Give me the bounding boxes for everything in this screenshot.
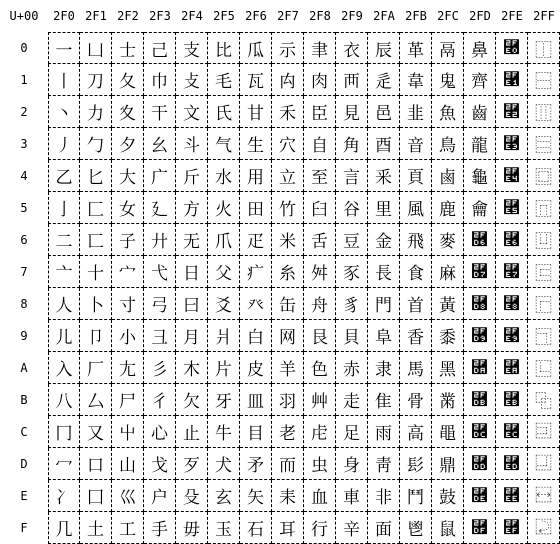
- code-point-cell-2fb3: ⾳: [400, 128, 432, 160]
- code-point-cell-2f2c: ⼬: [112, 416, 144, 448]
- code-point-cell-2f58: ⽘: [208, 288, 240, 320]
- code-point-cell-2fcd: ⿍: [432, 448, 464, 480]
- code-point-cell-2fd3: ⿓: [464, 128, 496, 160]
- column-header-2f4: 2F4: [181, 9, 203, 23]
- code-point-cell-2f01: ⼁: [48, 64, 80, 96]
- code-point-cell-2fd9: ⿙: [464, 320, 496, 352]
- code-point-cell-2ff2: ⿲: [528, 96, 560, 128]
- code-point-cell-2f51: ⽑: [208, 64, 240, 96]
- code-point-cell-2fc7: ⿇: [432, 256, 464, 288]
- code-point-cell-2ff5: ⿵: [528, 192, 560, 224]
- code-point-cell-2fc0: ⿀: [432, 32, 464, 64]
- code-point-cell-2f99: ⾙: [336, 320, 368, 352]
- column-header-2f6: 2F6: [245, 9, 267, 23]
- code-point-cell-2f5e: ⽞: [208, 480, 240, 512]
- code-point-cell-2fc3: ⿃: [432, 128, 464, 160]
- row-header-8: 8: [20, 297, 28, 311]
- code-point-cell-2f9e: ⾞: [336, 480, 368, 512]
- code-point-cell-2f49: ⽉: [176, 320, 208, 352]
- row-header-c: C: [20, 425, 28, 439]
- code-point-cell-2f6a: ⽪: [240, 352, 272, 384]
- code-point-cell-2f4b: ⽋: [176, 384, 208, 416]
- code-point-cell-2fbf: ⾿: [400, 512, 432, 544]
- code-point-cell-2f56: ⽖: [208, 224, 240, 256]
- code-point-cell-2ff4: ⿴: [528, 160, 560, 192]
- code-point-cell-2fde: ⿞: [464, 480, 496, 512]
- code-point-cell-2f44: ⽄: [176, 160, 208, 192]
- code-point-cell-2fc1: ⿁: [432, 64, 464, 96]
- code-point-cell-2f5d: ⽝: [208, 448, 240, 480]
- code-point-cell-2f9c: ⾜: [336, 416, 368, 448]
- code-point-cell-2fc5: ⿅: [432, 192, 464, 224]
- code-point-cell-2f82: ⾂: [304, 96, 336, 128]
- code-point-cell-2f63: ⽣: [240, 128, 272, 160]
- code-point-cell-2f3b: ⼻: [144, 384, 176, 416]
- code-point-cell-2fdd: ⿝: [464, 448, 496, 480]
- code-point-cell-2f7a: ⽺: [272, 352, 304, 384]
- code-point-cell-2f59: ⽙: [208, 320, 240, 352]
- code-point-cell-2ff0: ⿰: [528, 32, 560, 64]
- code-point-cell-2f2e: ⼮: [112, 480, 144, 512]
- code-point-cell-2f67: ⽧: [240, 256, 272, 288]
- code-point-cell-2f9a: ⾚: [336, 352, 368, 384]
- code-point-cell-2fa7: ⾧: [368, 256, 400, 288]
- code-point-cell-2f8b: ⾋: [304, 384, 336, 416]
- code-point-cell-2f16: ⼖: [80, 224, 112, 256]
- code-point-cell-2fce: ⿎: [432, 480, 464, 512]
- code-point-cell-2fb8: ⾸: [400, 288, 432, 320]
- code-point-cell-2f10: ⼐: [80, 32, 112, 64]
- code-point-cell-2f80: ⾀: [304, 32, 336, 64]
- column-header-2f9: 2F9: [341, 9, 363, 23]
- code-point-cell-2ffa: ⿺: [528, 352, 560, 384]
- code-point-cell-2f62: ⽢: [240, 96, 272, 128]
- code-point-cell-2fbe: ⾾: [400, 480, 432, 512]
- column-header-2f0: 2F0: [53, 9, 75, 23]
- code-point-cell-2fd6: ⿖: [464, 224, 496, 256]
- code-point-cell-2fec: ⿬: [496, 416, 528, 448]
- code-point-cell-2fe7: ⿧: [496, 256, 528, 288]
- code-point-cell-2fe4: ⿤: [496, 160, 528, 192]
- code-point-cell-2fac: ⾬: [368, 416, 400, 448]
- row-header-e: E: [20, 489, 28, 503]
- row-header-9: 9: [20, 329, 28, 343]
- column-header-2fa: 2FA: [373, 9, 395, 23]
- row-header-6: 6: [20, 233, 28, 247]
- code-point-cell-2f68: ⽨: [240, 288, 272, 320]
- code-point-cell-2f06: ⼆: [48, 224, 80, 256]
- code-point-cell-2f74: ⽴: [272, 160, 304, 192]
- code-point-cell-2f9b: ⾛: [336, 384, 368, 416]
- code-point-cell-2f53: ⽓: [208, 128, 240, 160]
- code-point-cell-2f13: ⼓: [80, 128, 112, 160]
- code-point-cell-2fae: ⾮: [368, 480, 400, 512]
- code-point-cell-2fb2: ⾲: [400, 96, 432, 128]
- code-point-cell-2f6f: ⽯: [240, 512, 272, 544]
- code-point-cell-2f7b: ⽻: [272, 384, 304, 416]
- code-point-cell-2f3c: ⼼: [144, 416, 176, 448]
- code-point-cell-2f5f: ⽟: [208, 512, 240, 544]
- code-point-cell-2f32: ⼲: [144, 96, 176, 128]
- code-point-cell-2f40: ⽀: [176, 32, 208, 64]
- code-point-cell-2fd5: ⿕: [464, 192, 496, 224]
- code-point-cell-2f6d: ⽭: [240, 448, 272, 480]
- code-point-cell-2f34: ⼴: [144, 160, 176, 192]
- code-point-cell-2f50: ⽐: [208, 32, 240, 64]
- code-point-cell-2fef: ⿯: [496, 512, 528, 544]
- code-point-cell-2fbd: ⾽: [400, 448, 432, 480]
- code-point-cell-2f1a: ⼚: [80, 352, 112, 384]
- code-point-cell-2fa4: ⾤: [368, 160, 400, 192]
- code-point-cell-2fa9: ⾩: [368, 320, 400, 352]
- code-point-cell-2f6e: ⽮: [240, 480, 272, 512]
- code-point-cell-2f0a: ⼊: [48, 352, 80, 384]
- code-point-cell-2f79: ⽹: [272, 320, 304, 352]
- code-point-cell-2f22: ⼢: [112, 96, 144, 128]
- code-point-cell-2f2d: ⼭: [112, 448, 144, 480]
- code-point-cell-2f1e: ⼞: [80, 480, 112, 512]
- code-point-cell-2fb9: ⾹: [400, 320, 432, 352]
- code-point-cell-2f0e: ⼎: [48, 480, 80, 512]
- code-point-cell-2f90: ⾐: [336, 32, 368, 64]
- code-point-cell-2f64: ⽤: [240, 160, 272, 192]
- code-point-cell-2fad: ⾭: [368, 448, 400, 480]
- code-point-cell-2f66: ⽦: [240, 224, 272, 256]
- code-point-cell-2fa1: ⾡: [368, 64, 400, 96]
- row-header-1: 1: [20, 73, 28, 87]
- code-point-cell-2fd7: ⿗: [464, 256, 496, 288]
- row-header-3: 3: [20, 137, 28, 151]
- code-point-cell-2f61: ⽡: [240, 64, 272, 96]
- code-point-cell-2ffc: ⿼: [528, 416, 560, 448]
- code-point-cell-2ff7: ⿷: [528, 256, 560, 288]
- column-header-2fd: 2FD: [469, 9, 491, 23]
- code-point-cell-2f96: ⾖: [336, 224, 368, 256]
- column-header-2f2: 2F2: [117, 9, 139, 23]
- code-point-cell-2f26: ⼦: [112, 224, 144, 256]
- code-point-cell-2f02: ⼂: [48, 96, 80, 128]
- code-point-cell-2fdf: ⿟: [464, 512, 496, 544]
- code-point-cell-2f89: ⾉: [304, 320, 336, 352]
- corner-label: U+00: [9, 9, 39, 23]
- code-point-cell-2f55: ⽕: [208, 192, 240, 224]
- code-point-cell-2f9f: ⾟: [336, 512, 368, 544]
- code-point-cell-2fa6: ⾦: [368, 224, 400, 256]
- code-point-cell-2f7d: ⽽: [272, 448, 304, 480]
- code-point-cell-2fba: ⾺: [400, 352, 432, 384]
- code-point-cell-2fff: ⿿: [528, 512, 560, 544]
- code-point-cell-2f60: ⽠: [240, 32, 272, 64]
- code-point-cell-2ffd: ⿽: [528, 448, 560, 480]
- code-point-cell-2f1b: ⼛: [80, 384, 112, 416]
- column-header-2fc: 2FC: [437, 9, 459, 23]
- code-point-cell-2f46: ⽆: [176, 224, 208, 256]
- code-point-cell-2f78: ⽸: [272, 288, 304, 320]
- code-point-cell-2f19: ⼙: [80, 320, 112, 352]
- code-point-cell-2f73: ⽳: [272, 128, 304, 160]
- code-point-cell-2f03: ⼃: [48, 128, 80, 160]
- code-point-cell-2f3f: ⼿: [144, 512, 176, 544]
- code-point-cell-2fd4: ⿔: [464, 160, 496, 192]
- code-point-cell-2fee: ⿮: [496, 480, 528, 512]
- code-point-cell-2fc2: ⿂: [432, 96, 464, 128]
- code-point-cell-2fb6: ⾶: [400, 224, 432, 256]
- code-point-cell-2f42: ⽂: [176, 96, 208, 128]
- code-point-cell-2fe0: ⿠: [496, 32, 528, 64]
- code-point-cell-2f4d: ⽍: [176, 448, 208, 480]
- code-point-cell-2f3e: ⼾: [144, 480, 176, 512]
- code-point-cell-2f37: ⼷: [144, 256, 176, 288]
- code-point-cell-2fe2: ⿢: [496, 96, 528, 128]
- row-header-7: 7: [20, 265, 28, 279]
- code-point-cell-2fd8: ⿘: [464, 288, 496, 320]
- code-point-cell-2f70: ⽰: [272, 32, 304, 64]
- row-header-b: B: [20, 393, 28, 407]
- code-point-cell-2f4e: ⽎: [176, 480, 208, 512]
- code-point-cell-2f69: ⽩: [240, 320, 272, 352]
- code-point-cell-2f21: ⼡: [112, 64, 144, 96]
- code-point-cell-2f2f: ⼯: [112, 512, 144, 544]
- code-point-cell-2f18: ⼘: [80, 288, 112, 320]
- code-point-cell-2ff9: ⿹: [528, 320, 560, 352]
- code-point-cell-2f97: ⾗: [336, 256, 368, 288]
- row-header-a: A: [20, 361, 28, 375]
- code-point-cell-2fa5: ⾥: [368, 192, 400, 224]
- code-point-cell-2f4c: ⽌: [176, 416, 208, 448]
- code-point-cell-2f0d: ⼍: [48, 448, 80, 480]
- code-point-cell-2fa2: ⾢: [368, 96, 400, 128]
- code-point-cell-2f8c: ⾌: [304, 416, 336, 448]
- code-point-cell-2fcc: ⿌: [432, 416, 464, 448]
- code-point-cell-2f52: ⽒: [208, 96, 240, 128]
- code-point-cell-2f1d: ⼝: [80, 448, 112, 480]
- code-point-cell-2f38: ⼸: [144, 288, 176, 320]
- code-point-cell-2f1c: ⼜: [80, 416, 112, 448]
- code-point-cell-2ffb: ⿻: [528, 384, 560, 416]
- code-point-cell-2f93: ⾓: [336, 128, 368, 160]
- column-header-2f8: 2F8: [309, 9, 331, 23]
- code-point-cell-2f94: ⾔: [336, 160, 368, 192]
- code-point-cell-2fc8: ⿈: [432, 288, 464, 320]
- code-point-cell-2fcb: ⿋: [432, 384, 464, 416]
- code-point-cell-2f05: ⼅: [48, 192, 80, 224]
- code-point-cell-2fed: ⿭: [496, 448, 528, 480]
- code-point-cell-2f07: ⼇: [48, 256, 80, 288]
- code-point-cell-2f4a: ⽊: [176, 352, 208, 384]
- code-point-cell-2f04: ⼄: [48, 160, 80, 192]
- code-point-cell-2f71: ⽱: [272, 64, 304, 96]
- code-point-cell-2fb7: ⾷: [400, 256, 432, 288]
- column-header-2f3: 2F3: [149, 9, 171, 23]
- code-point-cell-2fe5: ⿥: [496, 192, 528, 224]
- code-point-cell-2f65: ⽥: [240, 192, 272, 224]
- code-point-cell-2f12: ⼒: [80, 96, 112, 128]
- column-header-2fb: 2FB: [405, 9, 427, 23]
- code-point-cell-2f15: ⼕: [80, 192, 112, 224]
- code-point-cell-2ffe: ⿾: [528, 480, 560, 512]
- code-point-cell-2fbc: ⾼: [400, 416, 432, 448]
- code-point-cell-2f76: ⽶: [272, 224, 304, 256]
- code-point-cell-2f09: ⼉: [48, 320, 80, 352]
- code-point-cell-2f85: ⾅: [304, 192, 336, 224]
- code-point-cell-2fe1: ⿡: [496, 64, 528, 96]
- code-point-cell-2f87: ⾇: [304, 256, 336, 288]
- code-point-cell-2f92: ⾒: [336, 96, 368, 128]
- code-point-cell-2f29: ⼩: [112, 320, 144, 352]
- code-point-cell-2f14: ⼔: [80, 160, 112, 192]
- code-point-cell-2f8a: ⾊: [304, 352, 336, 384]
- code-point-cell-2f36: ⼶: [144, 224, 176, 256]
- code-point-cell-2f23: ⼣: [112, 128, 144, 160]
- code-point-cell-2f91: ⾑: [336, 64, 368, 96]
- code-point-cell-2fe8: ⿨: [496, 288, 528, 320]
- code-point-cell-2f1f: ⼟: [80, 512, 112, 544]
- code-point-cell-2fb5: ⾵: [400, 192, 432, 224]
- code-point-cell-2feb: ⿫: [496, 384, 528, 416]
- code-point-cell-2fcf: ⿏: [432, 512, 464, 544]
- code-point-cell-2ff6: ⿶: [528, 224, 560, 256]
- code-point-cell-2f54: ⽔: [208, 160, 240, 192]
- code-point-cell-2f77: ⽷: [272, 256, 304, 288]
- code-point-cell-2f6c: ⽬: [240, 416, 272, 448]
- code-point-cell-2f83: ⾃: [304, 128, 336, 160]
- code-point-cell-2f8f: ⾏: [304, 512, 336, 544]
- code-point-cell-2fda: ⿚: [464, 352, 496, 384]
- code-point-cell-2f5a: ⽚: [208, 352, 240, 384]
- code-point-cell-2f00: ⼀: [48, 32, 80, 64]
- code-point-cell-2f6b: ⽫: [240, 384, 272, 416]
- code-point-cell-2fdb: ⿛: [464, 384, 496, 416]
- code-point-cell-2ff3: ⿳: [528, 128, 560, 160]
- code-point-cell-2f31: ⼱: [144, 64, 176, 96]
- code-point-cell-2f35: ⼵: [144, 192, 176, 224]
- code-point-cell-2f4f: ⽏: [176, 512, 208, 544]
- column-header-2f1: 2F1: [85, 9, 107, 23]
- code-point-cell-2fb0: ⾰: [400, 32, 432, 64]
- code-point-cell-2ff1: ⿱: [528, 64, 560, 96]
- code-point-cell-2f30: ⼰: [144, 32, 176, 64]
- row-header-d: D: [20, 457, 28, 471]
- code-point-cell-2f27: ⼧: [112, 256, 144, 288]
- code-point-cell-2f3d: ⼽: [144, 448, 176, 480]
- code-point-cell-2f47: ⽇: [176, 256, 208, 288]
- code-point-cell-2fc4: ⿄: [432, 160, 464, 192]
- code-point-cell-2fb4: ⾴: [400, 160, 432, 192]
- code-point-cell-2f20: ⼠: [112, 32, 144, 64]
- column-header-2f5: 2F5: [213, 9, 235, 23]
- code-point-cell-2fd2: ⿒: [464, 96, 496, 128]
- code-point-cell-2faa: ⾪: [368, 352, 400, 384]
- code-point-cell-2fb1: ⾱: [400, 64, 432, 96]
- code-point-cell-2f7f: ⽿: [272, 512, 304, 544]
- code-point-cell-2f88: ⾈: [304, 288, 336, 320]
- code-point-cell-2f48: ⽈: [176, 288, 208, 320]
- code-point-cell-2f25: ⼥: [112, 192, 144, 224]
- code-point-cell-2fbb: ⾻: [400, 384, 432, 416]
- code-point-cell-2fc9: ⿉: [432, 320, 464, 352]
- code-point-cell-2fe6: ⿦: [496, 224, 528, 256]
- code-point-cell-2fa3: ⾣: [368, 128, 400, 160]
- code-point-cell-2fa8: ⾨: [368, 288, 400, 320]
- row-header-4: 4: [20, 169, 28, 183]
- code-point-cell-2f43: ⽃: [176, 128, 208, 160]
- code-point-cell-2f0f: ⼏: [48, 512, 80, 544]
- row-header-f: F: [20, 521, 28, 535]
- row-header-2: 2: [20, 105, 28, 119]
- code-point-cell-2f5c: ⽜: [208, 416, 240, 448]
- code-point-cell-2fe9: ⿩: [496, 320, 528, 352]
- code-point-cell-2f95: ⾕: [336, 192, 368, 224]
- code-point-cell-2f2a: ⼪: [112, 352, 144, 384]
- code-point-cell-2fe3: ⿣: [496, 128, 528, 160]
- column-header-2fe: 2FE: [501, 9, 523, 23]
- code-point-cell-2f33: ⼳: [144, 128, 176, 160]
- code-point-cell-2fa0: ⾠: [368, 32, 400, 64]
- code-point-cell-2fea: ⿪: [496, 352, 528, 384]
- code-point-cell-2fd0: ⿐: [464, 32, 496, 64]
- code-point-cell-2f57: ⽗: [208, 256, 240, 288]
- code-point-cell-2f08: ⼈: [48, 288, 80, 320]
- code-point-cell-2faf: ⾯: [368, 512, 400, 544]
- code-point-cell-2f39: ⼹: [144, 320, 176, 352]
- code-point-cell-2f5b: ⽛: [208, 384, 240, 416]
- code-point-cell-2f0c: ⼌: [48, 416, 80, 448]
- code-point-cell-2f2b: ⼫: [112, 384, 144, 416]
- code-point-cell-2f17: ⼗: [80, 256, 112, 288]
- column-header-2f7: 2F7: [277, 9, 299, 23]
- code-point-cell-2f3a: ⼺: [144, 352, 176, 384]
- code-point-cell-2f24: ⼤: [112, 160, 144, 192]
- column-header-2ff: 2FF: [533, 9, 555, 23]
- code-point-cell-2f0b: ⼋: [48, 384, 80, 416]
- code-point-cell-2f98: ⾘: [336, 288, 368, 320]
- code-point-cell-2f75: ⽵: [272, 192, 304, 224]
- code-point-cell-2fdc: ⿜: [464, 416, 496, 448]
- code-point-cell-2f7e: ⽾: [272, 480, 304, 512]
- code-point-cell-2f81: ⾁: [304, 64, 336, 96]
- code-point-cell-2fca: ⿊: [432, 352, 464, 384]
- code-point-cell-2fc6: ⿆: [432, 224, 464, 256]
- code-point-cell-2ff8: ⿸: [528, 288, 560, 320]
- code-point-cell-2f8e: ⾎: [304, 480, 336, 512]
- code-point-cell-2f28: ⼨: [112, 288, 144, 320]
- row-header-5: 5: [20, 201, 28, 215]
- code-point-cell-2f86: ⾆: [304, 224, 336, 256]
- code-point-cell-2f45: ⽅: [176, 192, 208, 224]
- code-point-cell-2f7c: ⽼: [272, 416, 304, 448]
- code-point-cell-2f8d: ⾍: [304, 448, 336, 480]
- code-point-cell-2f9d: ⾝: [336, 448, 368, 480]
- code-point-cell-2fab: ⾫: [368, 384, 400, 416]
- code-point-cell-2f72: ⽲: [272, 96, 304, 128]
- code-point-cell-2f84: ⾄: [304, 160, 336, 192]
- code-point-cell-2f11: ⼑: [80, 64, 112, 96]
- code-point-cell-2fd1: ⿑: [464, 64, 496, 96]
- row-header-0: 0: [20, 41, 28, 55]
- code-point-cell-2f41: ⽁: [176, 64, 208, 96]
